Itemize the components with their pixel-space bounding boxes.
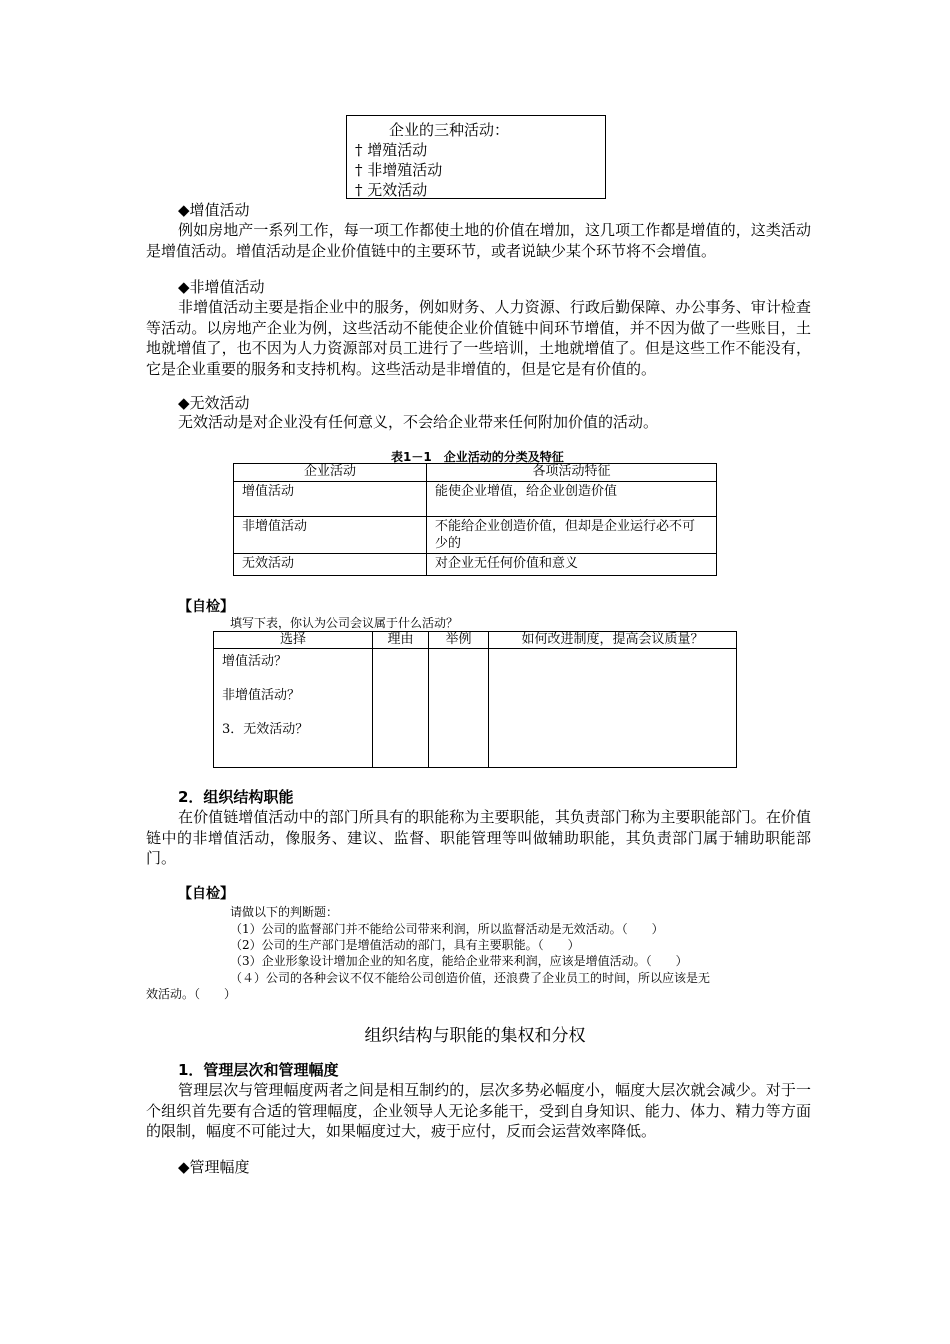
judgment-item-3: （3）企业形象设计增加企业的知名度，能给企业带来利润，应该是增值活动。（ ） [230, 954, 688, 968]
dagger-bullet-icon: † [355, 181, 363, 199]
judgment-item-4: （４）公司的各种会议不仅不能给公司创造价值，还浪费了企业员工的时间，所以应该是无 [230, 971, 711, 985]
table-cell: 不能给企业创造价值，但却是企业运行必不可少的 [427, 517, 717, 554]
table-row [234, 554, 717, 576]
heading-non-value-added: ◆非增值活动 [178, 278, 265, 296]
heading-management-levels: 1．管理层次和管理幅度 [178, 1061, 339, 1079]
judgment-item-4-cont: 效活动。（ ） [146, 987, 237, 1001]
table-header-cell: 选择 [214, 632, 373, 649]
table-row [234, 482, 717, 517]
selfcheck1-instruction: 填写下表，你认为公司会议属于什么活动？ [230, 616, 459, 630]
table-cell-improvement[interactable] [489, 649, 737, 768]
option-non-value-added: 非增值活动？ [222, 688, 301, 703]
table-row [214, 649, 737, 768]
meeting-activity-table [213, 631, 737, 768]
table-header-row [214, 632, 737, 649]
option-value-added: 增值活动？ [222, 654, 288, 669]
box-item-3: † 无效活动 [355, 181, 428, 199]
table-header-cell: 各项活动特征 [427, 464, 717, 482]
table-cell: 无效活动 [234, 554, 427, 576]
table-cell-reason[interactable] [373, 649, 429, 768]
table-cell: 增值活动 [234, 482, 427, 517]
table-header-cell: 如何改进制度，提高会议质量？ [489, 632, 737, 649]
box-title: 企业的三种活动： [389, 121, 510, 139]
table-header-cell: 理由 [373, 632, 429, 649]
selfcheck2-label: 【自检】 [178, 886, 234, 902]
heading-org-function: 2．组织结构职能 [178, 788, 294, 806]
box-item-2: † 非增殖活动 [355, 161, 443, 179]
activity-classification-table [233, 463, 717, 576]
table-cell-example[interactable] [429, 649, 489, 768]
table1-caption: 表1－1 企业活动的分类及特征 [391, 450, 564, 464]
para-org-function: 在价值链增值活动中的部门所具有的职能称为主要职能，其负责部门称为主要职能部门。在价值链中的非增值活动，像服务、建议、监督、职能管理等叫做辅助职能，其负责部门属于辅助职能部门。 [146, 808, 811, 867]
option-invalid: 3．无效活动？ [222, 722, 309, 737]
para-invalid: 无效活动是对企业没有任何意义，不会给企业带来任何附加价值的活动。 [178, 413, 659, 431]
para-value-added: 例如房地产一系列工作，每一项工作都使土地的价值在增加，这几项工作都是增值的，这类活动是增值活动。增值活动是企业价值链中的主要环节，或者说缺少某个环节将不会增值。 [146, 221, 811, 260]
para-management-levels: 管理层次与管理幅度两者之间是相互制约的，层次多势必幅度小，幅度大层次就会减少。对于一个组织首先要有合适的管理幅度，企业领导人无论多能干，受到自身知识、能力、体力、精力等方面的限制，幅度不可能过大，如果幅度过大，疲于应付，反而会运营效率降低。 [146, 1081, 811, 1140]
selfcheck2-instruction: 请做以下的判断题： [230, 905, 339, 919]
box-item-1: † 增殖活动 [355, 141, 428, 159]
table-row [234, 517, 717, 554]
judgment-item-2: （2）公司的生产部门是增值活动的部门，具有主要职能。（ ） [230, 938, 580, 952]
table-cell-options [214, 649, 373, 768]
table-header-cell: 企业活动 [234, 464, 427, 482]
chapter-title: 组织结构与职能的集权和分权 [364, 1026, 586, 1046]
judgment-item-1: （1）公司的监督部门并不能给公司带来利润，所以监督活动是无效活动。（ ） [230, 922, 664, 936]
table-header-row [234, 464, 717, 482]
table-header-cell: 举例 [429, 632, 489, 649]
table-cell: 对企业无任何价值和意义 [427, 554, 717, 576]
heading-invalid: ◆无效活动 [178, 394, 250, 412]
dagger-bullet-icon: † [355, 161, 363, 179]
heading-value-added: ◆增值活动 [178, 201, 250, 219]
table-cell: 非增值活动 [234, 517, 427, 554]
dagger-bullet-icon: † [355, 141, 363, 159]
table-cell: 能使企业增值，给企业创造价值 [427, 482, 717, 517]
para-non-value-added: 非增值活动主要是指企业中的服务，例如财务、人力资源、行政后勤保障、办公事务、审计检查等活动。以房地产企业为例，这些活动不能使企业价值链中间环节增值，并不因为做了一些账目，土地就增值了，也不因为人力资源部对员工进行了一些培训，土地就增值了。但是这些工作不能没有，它是企业重要的服务和支持机构。这些活动是非增值的，但是它是有价值的。 [146, 298, 811, 378]
heading-management-span: ◆管理幅度 [178, 1158, 250, 1176]
three-activities-box [346, 115, 606, 199]
selfcheck1-label: 【自检】 [178, 599, 234, 615]
